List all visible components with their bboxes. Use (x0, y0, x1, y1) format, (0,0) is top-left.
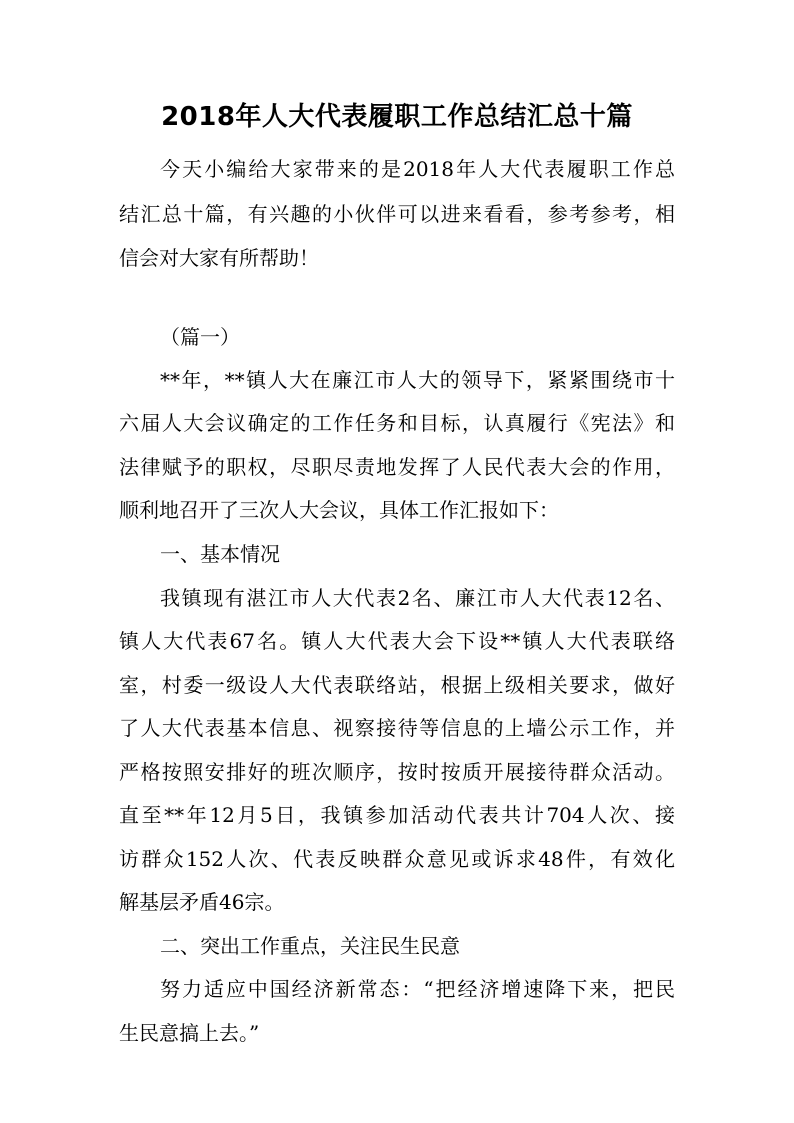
paragraph-line: 了人大代表基本信息、视察接待等信息的上墙公示工作，并 (119, 716, 675, 740)
section-heading: 二、突出工作重点，关注民生民意 (160, 934, 460, 958)
paragraph-line: 结汇总十篇，有兴趣的小伙伴可以进来看看，参考参考，相 (119, 202, 675, 226)
paragraph-line: 严格按照安排好的班次顺序，按时按质开展接待群众活动。 (119, 760, 675, 784)
paragraph-line: 解基层矛盾46宗。 (119, 890, 285, 914)
paragraph-line: **年，**镇人大在廉江市人大的领导下，紧紧围绕市十 (160, 368, 675, 392)
section-heading: 一、基本情况 (160, 542, 280, 566)
paragraph-line: 直至**年12月5日，我镇参加活动代表共计704人次、接 (119, 803, 675, 827)
paragraph-line: 信会对大家有所帮助！ (119, 246, 319, 270)
paragraph-line: 生民意搞上去。” (119, 1021, 260, 1045)
paragraph-line: 访群众152人次、代表反映群众意见或诉求48件，有效化 (119, 847, 675, 871)
document-title: 2018年人大代表履职工作总结汇总十篇 (161, 102, 633, 132)
paragraph-line: 法律赋予的职权，尽职尽责地发挥了人民代表大会的作用， (119, 455, 675, 479)
paragraph-line: 我镇现有湛江市人大代表2名、廉江市人大代表12名、 (160, 586, 675, 610)
paragraph-line: 镇人大代表67名。镇人大代表大会下设**镇人大代表联络 (119, 629, 675, 653)
paragraph-line: 努力适应中国经济新常态：“把经济增速降下来，把民 (160, 977, 675, 1001)
paragraph-line: 今天小编给大家带来的是2018年人大代表履职工作总 (160, 157, 675, 181)
paragraph-line: 室，村委一级设人大代表联络站，根据上级相关要求，做好 (119, 673, 675, 697)
section-label: （篇一） (160, 325, 240, 349)
paragraph-line: 六届人大会议确定的工作任务和目标，认真履行《宪法》和 (119, 411, 675, 435)
paragraph-line: 顺利地召开了三次人大会议，具体工作汇报如下： (119, 498, 559, 522)
